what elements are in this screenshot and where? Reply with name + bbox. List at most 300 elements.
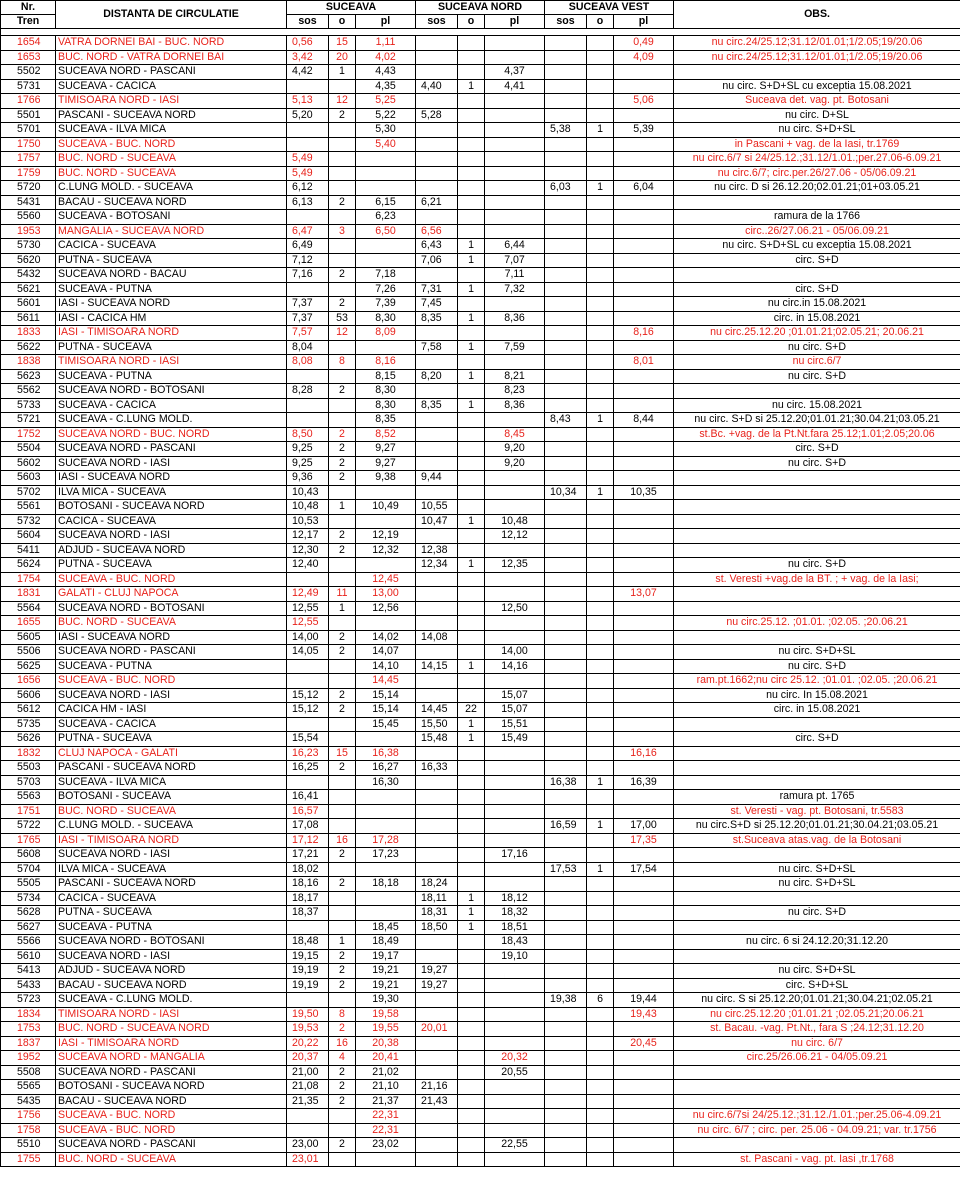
suceava-vest-o-cell [587, 137, 614, 152]
suceava-o-cell: 16 [329, 833, 356, 848]
table-row [1, 804, 960, 819]
observations: nu circ. 6 si 24.12.20;31.12.20 [674, 935, 960, 950]
suceava-vest-o-cell [587, 572, 614, 587]
suceava-pl-cell: 12,32 [356, 543, 416, 558]
suceava-o-cell: 2 [329, 1022, 356, 1037]
suceava-vest-pl-cell: 8,01 [614, 355, 674, 370]
suceava-nord-o-cell: 1 [458, 79, 485, 94]
suceava-vest-o-cell [587, 427, 614, 442]
observations [674, 268, 960, 283]
suceava-vest-sos-cell [545, 848, 587, 863]
suceava-nord-sos-cell [416, 137, 458, 152]
observations: circ.25/26.06.21 - 04/05.09.21 [674, 1051, 960, 1066]
suceava-vest-pl-cell [614, 659, 674, 674]
suceava-nord-pl-cell [485, 993, 545, 1008]
table-row [1, 1123, 960, 1138]
suceava-sos-cell: 18,17 [287, 891, 329, 906]
route: VATRA DORNEI BAI - BUC. NORD [56, 36, 287, 51]
train-number: 1952 [1, 1051, 56, 1066]
route: ILVA MICA - SUCEAVA [56, 485, 287, 500]
suceava-sos-cell: 19,50 [287, 1007, 329, 1022]
suceava-sos-cell: 12,55 [287, 601, 329, 616]
suceava-nord-o-cell [458, 65, 485, 80]
suceava-nord-pl-cell [485, 761, 545, 776]
suceava-vest-o-cell [587, 239, 614, 254]
suceava-sos-cell: 17,08 [287, 819, 329, 834]
suceava-vest-o-cell [587, 311, 614, 326]
table-row [1, 384, 960, 399]
suceava-nord-pl-cell: 12,12 [485, 529, 545, 544]
observations: nu circ. 6/7 [674, 1036, 960, 1051]
suceava-vest-pl-cell [614, 210, 674, 225]
suceava-vest-sos-cell [545, 79, 587, 94]
table-row [1, 442, 960, 457]
suceava-vest-pl-cell [614, 1051, 674, 1066]
suceava-vest-o-cell [587, 195, 614, 210]
suceava-nord-pl-cell [485, 1152, 545, 1167]
suceava-vest-o-cell [587, 703, 614, 718]
suceava-pl-cell: 19,21 [356, 978, 416, 993]
suceava-vest-pl-cell: 10,35 [614, 485, 674, 500]
suceava-vest-o-cell: 1 [587, 819, 614, 834]
suceava-nord-pl-cell [485, 355, 545, 370]
table-row [1, 1036, 960, 1051]
suceava-sos-cell: 6,49 [287, 239, 329, 254]
suceava-pl-cell: 19,30 [356, 993, 416, 1008]
suceava-vest-sos-cell [545, 616, 587, 631]
suceava-pl-cell: 12,19 [356, 529, 416, 544]
suceava-vest-sos-cell [545, 891, 587, 906]
suceava-nord-pl-cell [485, 152, 545, 167]
suceava-vest-o-cell [587, 1094, 614, 1109]
suceava-sos-cell [287, 413, 329, 428]
route: SUCEAVA - ILVA MICA [56, 123, 287, 138]
suceava-vest-sos-cell [545, 268, 587, 283]
suceava-o-cell: 1 [329, 935, 356, 950]
suceava-vest-pl-cell [614, 369, 674, 384]
suceava-nord-sos-cell: 19,27 [416, 964, 458, 979]
suceava-vest-pl-cell [614, 384, 674, 399]
suceava-vest-o-cell: 1 [587, 413, 614, 428]
route: PUTNA - SUCEAVA [56, 340, 287, 355]
suceava-pl-cell: 8,30 [356, 311, 416, 326]
suceava-nord-o-cell [458, 949, 485, 964]
suceava-vest-o-cell [587, 152, 614, 167]
suceava-nord-pl-cell [485, 50, 545, 65]
suceava-nord-o-cell [458, 297, 485, 312]
suceava-pl-cell [356, 1152, 416, 1167]
table-row [1, 630, 960, 645]
suceava-o-cell: 3 [329, 224, 356, 239]
route: SUCEAVA NORD - PASCANI [56, 645, 287, 660]
suceava-nord-pl-cell: 9,20 [485, 456, 545, 471]
suceava-sos-cell: 18,02 [287, 862, 329, 877]
suceava-vest-sos-cell [545, 326, 587, 341]
train-number: 5504 [1, 442, 56, 457]
table-row [1, 1080, 960, 1095]
observations [674, 587, 960, 602]
observations: nu circ.6/7si 24/25.12.;31.12./1.01.;per.25.06-4.09.21 [674, 1109, 960, 1124]
suceava-sos-cell: 5,49 [287, 166, 329, 181]
suceava-o-cell [329, 819, 356, 834]
suceava-vest-o-cell [587, 891, 614, 906]
suceava-nord-sos-cell: 10,55 [416, 500, 458, 515]
suceava-sos-cell: 12,30 [287, 543, 329, 558]
suceava-vest-sos-cell: 6,03 [545, 181, 587, 196]
suceava-o-cell [329, 137, 356, 152]
observations [674, 1094, 960, 1109]
route: MANGALIA - SUCEAVA NORD [56, 224, 287, 239]
suceava-vest-pl-cell: 5,06 [614, 94, 674, 109]
train-number: 1758 [1, 1123, 56, 1138]
suceava-vest-o-cell [587, 1065, 614, 1080]
suceava-nord-pl-cell: 8,36 [485, 311, 545, 326]
table-row [1, 993, 960, 1008]
suceava-pl-cell: 20,38 [356, 1036, 416, 1051]
observations: nu circ. S+D+SL cu exceptia 15.08.2021 [674, 79, 960, 94]
observations [674, 848, 960, 863]
suceava-nord-o-cell [458, 137, 485, 152]
suceava-vest-o-cell [587, 224, 614, 239]
suceava-nord-pl-cell: 18,43 [485, 935, 545, 950]
suceava-o-cell: 2 [329, 529, 356, 544]
observations: circ..26/27.06.21 - 05/06.09.21 [674, 224, 960, 239]
suceava-vest-sos-cell: 19,38 [545, 993, 587, 1008]
observations: circ. in 15.08.2021 [674, 703, 960, 718]
table-row [1, 746, 960, 761]
route: BUC. NORD - SUCEAVA NORD [56, 1022, 287, 1037]
suceava-sos-cell: 10,43 [287, 485, 329, 500]
train-number: 5561 [1, 500, 56, 515]
suceava-vest-o-cell [587, 848, 614, 863]
table-row [1, 688, 960, 703]
route: C.LUNG MOLD. - SUCEAVA [56, 819, 287, 834]
table-row [1, 543, 960, 558]
suceava-pl-cell: 17,23 [356, 848, 416, 863]
route: PUTNA - SUCEAVA [56, 558, 287, 573]
table-row [1, 152, 960, 167]
table-row [1, 645, 960, 660]
suceava-sos-cell [287, 1123, 329, 1138]
observations: ramura de la 1766 [674, 210, 960, 225]
train-number: 5702 [1, 485, 56, 500]
route: CACICA - SUCEAVA [56, 514, 287, 529]
suceava-sos-cell: 14,00 [287, 630, 329, 645]
suceava-vest-o-cell [587, 268, 614, 283]
suceava-vest-pl-cell: 20,45 [614, 1036, 674, 1051]
route: TIMISOARA NORD - IASI [56, 94, 287, 109]
suceava-vest-o-cell [587, 398, 614, 413]
suceava-pl-cell [356, 862, 416, 877]
observations: nu circ.24/25.12;31.12/01.01;1/2.05;19/20.06 [674, 36, 960, 51]
observations [674, 514, 960, 529]
suceava-vest-sos-cell [545, 398, 587, 413]
table-row [1, 1094, 960, 1109]
suceava-pl-cell: 16,38 [356, 746, 416, 761]
suceava-nord-o-cell: 1 [458, 311, 485, 326]
train-number: 5565 [1, 1080, 56, 1095]
suceava-nord-pl-cell [485, 297, 545, 312]
train-number: 5501 [1, 108, 56, 123]
suceava-vest-sos-cell [545, 239, 587, 254]
suceava-vest-pl-cell [614, 137, 674, 152]
suceava-vest-o-cell [587, 601, 614, 616]
suceava-vest-o-cell [587, 717, 614, 732]
suceava-vest-sos-cell [545, 1036, 587, 1051]
suceava-pl-cell: 18,45 [356, 920, 416, 935]
suceava-pl-cell: 14,07 [356, 645, 416, 660]
suceava-vest-sos-cell: 16,38 [545, 775, 587, 790]
suceava-vest-o-cell: 1 [587, 181, 614, 196]
table-row [1, 790, 960, 805]
train-number: 5605 [1, 630, 56, 645]
suceava-o-cell [329, 282, 356, 297]
suceava-nord-sos-cell [416, 326, 458, 341]
suceava-sos-cell: 18,37 [287, 906, 329, 921]
suceava-pl-cell [356, 152, 416, 167]
suceava-nord-pl-cell [485, 500, 545, 515]
suceava-vest-sos-cell [545, 224, 587, 239]
train-number: 5627 [1, 920, 56, 935]
suceava-nord-pl-cell: 8,21 [485, 369, 545, 384]
route: ILVA MICA - SUCEAVA [56, 862, 287, 877]
suceava-vest-o-cell [587, 166, 614, 181]
suceava-pl-cell: 15,14 [356, 688, 416, 703]
route: SUCEAVA - BUC. NORD [56, 572, 287, 587]
suceava-pl-cell: 8,30 [356, 398, 416, 413]
suceava-nord-o-cell [458, 413, 485, 428]
suceava-o-cell: 2 [329, 1094, 356, 1109]
suceava-o-cell: 2 [329, 427, 356, 442]
suceava-vest-pl-cell: 19,44 [614, 993, 674, 1008]
table-row [1, 587, 960, 602]
suceava-nord-o-cell: 22 [458, 703, 485, 718]
suceava-nord-sos-cell [416, 1138, 458, 1153]
suceava-nord-sos-cell [416, 456, 458, 471]
suceava-vest-o-cell [587, 1051, 614, 1066]
suceava-vest-pl-cell [614, 920, 674, 935]
suceava-nord-pl-cell: 10,48 [485, 514, 545, 529]
train-number: 1837 [1, 1036, 56, 1051]
suceava-sos-cell: 19,19 [287, 964, 329, 979]
train-number: 5433 [1, 978, 56, 993]
suceava-vest-sos-cell [545, 543, 587, 558]
suceava-o-cell [329, 79, 356, 94]
table-row [1, 50, 960, 65]
table-row [1, 137, 960, 152]
route: IASI - TIMISOARA NORD [56, 1036, 287, 1051]
suceava-vest-sos-cell [545, 688, 587, 703]
suceava-nord-pl-cell [485, 195, 545, 210]
suceava-pl-cell: 8,16 [356, 355, 416, 370]
suceava-nord-sos-cell: 8,35 [416, 398, 458, 413]
route: IASI - SUCEAVA NORD [56, 630, 287, 645]
observations [674, 500, 960, 515]
suceava-vest-pl-cell [614, 529, 674, 544]
suceava-vest-sos-cell [545, 94, 587, 109]
suceava-sos-cell [287, 775, 329, 790]
route: BUC. NORD - SUCEAVA [56, 1152, 287, 1167]
suceava-nord-o-cell [458, 761, 485, 776]
suceava-nord-pl-cell [485, 616, 545, 631]
suceava-o-cell: 2 [329, 195, 356, 210]
train-number: 1832 [1, 746, 56, 761]
suceava-sos-cell: 12,55 [287, 616, 329, 631]
suceava-sos-cell [287, 79, 329, 94]
suceava-vest-o-cell [587, 514, 614, 529]
suceava-o-cell: 2 [329, 442, 356, 457]
suceava-vest-pl-cell [614, 152, 674, 167]
route: BUC. NORD - VATRA DORNEI BAI [56, 50, 287, 65]
suceava-nord-pl-cell: 15,51 [485, 717, 545, 732]
train-number: 5624 [1, 558, 56, 573]
train-number: 5604 [1, 529, 56, 544]
train-number: 1655 [1, 616, 56, 631]
suceava-o-cell: 2 [329, 949, 356, 964]
suceava-vest-o-cell [587, 529, 614, 544]
suceava-pl-cell [356, 906, 416, 921]
suceava-o-cell: 1 [329, 500, 356, 515]
suceava-nord-o-cell [458, 456, 485, 471]
suceava-sos-cell: 6,47 [287, 224, 329, 239]
suceava-o-cell [329, 993, 356, 1008]
suceava-vest-sos-cell [545, 210, 587, 225]
suceava-vest-o-cell [587, 500, 614, 515]
suceava-nord-pl-cell: 7,07 [485, 253, 545, 268]
suceava-vest-sos-cell [545, 1051, 587, 1066]
suceava-nord-pl-cell [485, 877, 545, 892]
suceava-pl-cell [356, 616, 416, 631]
suceava-nord-sos-cell [416, 1051, 458, 1066]
table-row [1, 195, 960, 210]
suceava-nord-o-cell [458, 500, 485, 515]
suceava-nord-sos-cell [416, 413, 458, 428]
suceava-vest-sos-cell [545, 297, 587, 312]
table-row [1, 659, 960, 674]
suceava-o-cell: 16 [329, 1036, 356, 1051]
table-row [1, 65, 960, 80]
suceava-vest-pl-cell [614, 601, 674, 616]
observations: circ. S+D [674, 442, 960, 457]
suceava-vest-o-cell: 1 [587, 862, 614, 877]
suceava-nord-sos-cell [416, 65, 458, 80]
suceava-vest-o-cell [587, 1007, 614, 1022]
table-row [1, 413, 960, 428]
suceava-nord-sos-cell [416, 848, 458, 863]
suceava-nord-o-cell [458, 688, 485, 703]
suceava-nord-pl-cell: 12,50 [485, 601, 545, 616]
route: PUTNA - SUCEAVA [56, 732, 287, 747]
suceava-nord-pl-cell: 15,07 [485, 688, 545, 703]
suceava-vest-o-cell [587, 920, 614, 935]
suceava-vest-o-cell [587, 79, 614, 94]
observations [674, 1065, 960, 1080]
suceava-pl-cell: 8,30 [356, 384, 416, 399]
suceava-sos-cell: 9,25 [287, 456, 329, 471]
observations: nu circ. D si 26.12.20;02.01.21;01+03.05.21 [674, 181, 960, 196]
train-number: 5510 [1, 1138, 56, 1153]
suceava-vest-sos-cell [545, 717, 587, 732]
suceava-nord-pl-cell [485, 1007, 545, 1022]
route: IASI - SUCEAVA NORD [56, 297, 287, 312]
suceava-pl-cell: 23,02 [356, 1138, 416, 1153]
suceava-nord-pl-cell: 20,32 [485, 1051, 545, 1066]
suceava-nord-o-cell [458, 268, 485, 283]
suceava-vest-pl-cell [614, 645, 674, 660]
suceava-nord-sos-cell: 12,34 [416, 558, 458, 573]
table-row [1, 253, 960, 268]
route: SUCEAVA NORD - BOTOSANI [56, 384, 287, 399]
suceava-o-cell: 8 [329, 1007, 356, 1022]
suceava-pl-cell [356, 166, 416, 181]
route: TIMISOARA NORD - IASI [56, 355, 287, 370]
header-nr: Nr. [1, 1, 56, 15]
train-number: 5723 [1, 993, 56, 1008]
observations [674, 65, 960, 80]
suceava-vest-sos-cell [545, 253, 587, 268]
header-sub-o: o [458, 15, 485, 29]
observations: nu circ. S+D [674, 456, 960, 471]
suceava-nord-pl-cell [485, 775, 545, 790]
suceava-nord-sos-cell [416, 775, 458, 790]
suceava-sos-cell: 6,12 [287, 181, 329, 196]
table-row [1, 282, 960, 297]
suceava-nord-o-cell [458, 166, 485, 181]
suceava-pl-cell: 22,31 [356, 1109, 416, 1124]
route: SUCEAVA - BUC. NORD [56, 1123, 287, 1138]
suceava-nord-o-cell [458, 355, 485, 370]
suceava-nord-sos-cell [416, 123, 458, 138]
suceava-pl-cell: 1,11 [356, 36, 416, 51]
suceava-nord-o-cell [458, 645, 485, 660]
suceava-nord-sos-cell [416, 268, 458, 283]
suceava-nord-sos-cell [416, 993, 458, 1008]
suceava-nord-pl-cell: 8,36 [485, 398, 545, 413]
suceava-sos-cell: 7,37 [287, 297, 329, 312]
train-number: 5625 [1, 659, 56, 674]
suceava-nord-sos-cell [416, 210, 458, 225]
suceava-pl-cell: 18,49 [356, 935, 416, 950]
observations: st.Suceava atas.vag. de la Botosani [674, 833, 960, 848]
route: SUCEAVA - PUTNA [56, 659, 287, 674]
suceava-sos-cell: 8,28 [287, 384, 329, 399]
suceava-nord-o-cell [458, 978, 485, 993]
suceava-vest-o-cell [587, 1036, 614, 1051]
suceava-vest-pl-cell: 17,00 [614, 819, 674, 834]
train-number: 5628 [1, 906, 56, 921]
suceava-nord-o-cell: 1 [458, 920, 485, 935]
train-number: 1833 [1, 326, 56, 341]
table-row [1, 166, 960, 181]
suceava-vest-sos-cell [545, 1094, 587, 1109]
observations: ramura pt. 1765 [674, 790, 960, 805]
suceava-o-cell [329, 152, 356, 167]
suceava-vest-pl-cell [614, 471, 674, 486]
suceava-vest-sos-cell [545, 732, 587, 747]
suceava-nord-o-cell [458, 572, 485, 587]
suceava-sos-cell: 6,13 [287, 195, 329, 210]
suceava-nord-o-cell: 1 [458, 398, 485, 413]
suceava-nord-pl-cell: 12,35 [485, 558, 545, 573]
suceava-sos-cell [287, 369, 329, 384]
suceava-nord-pl-cell: 15,49 [485, 732, 545, 747]
suceava-vest-pl-cell: 0,49 [614, 36, 674, 51]
suceava-o-cell [329, 891, 356, 906]
suceava-vest-o-cell [587, 1080, 614, 1095]
train-number: 1757 [1, 152, 56, 167]
train-number: 1759 [1, 166, 56, 181]
suceava-pl-cell: 8,52 [356, 427, 416, 442]
